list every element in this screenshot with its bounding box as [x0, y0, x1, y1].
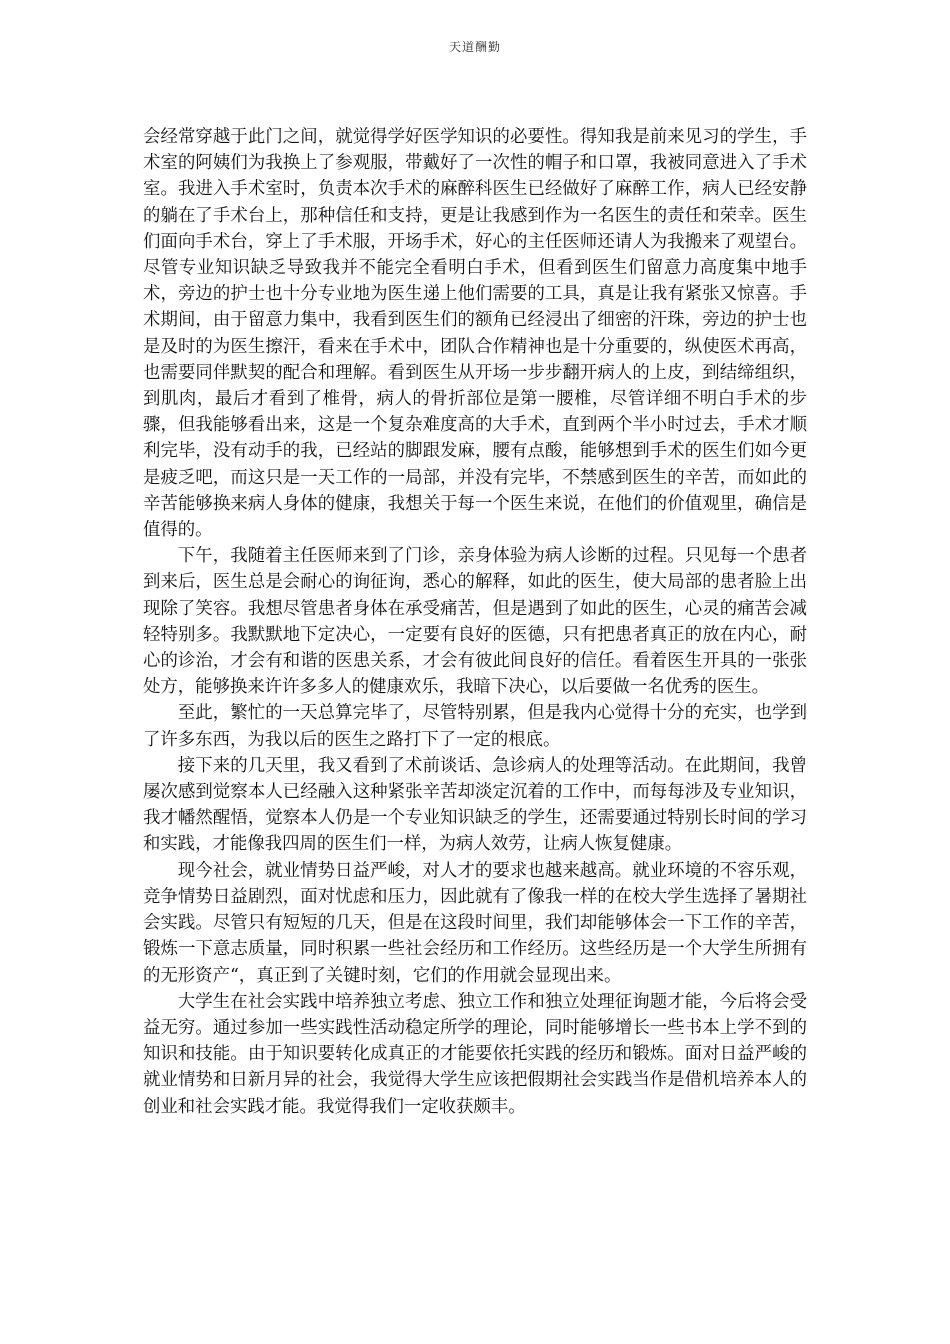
document-body	[143, 124, 807, 1120]
paragraph-conclusion: 大学生在社会实践中培养独立考虑、独立工作和独立处理征询题才能，今后将会受益无穷。通过参加一些实践性活动稳定所学的理论，同时能够增长一些书本上学不到的知识和技能。由于知识要转化成真正的才能要依托实践的经历和锻炼。面对日益严峻的就业情势和日新月异的社会，我觉得大学生应该把假期社会实践当作是借机培养本人的创业和社会实践才能。我觉得我们一定收获颇丰。	[143, 991, 807, 1117]
page-header: 天道酬勤	[448, 40, 501, 54]
paragraph-following-days: 接下来的几天里，我又看到了术前谈话、急诊病人的处理等活动。在此期间，我曾屡次感到觉察本人已经融入这种紧张辛苦却淡定沉着的工作中，而每每涉及专业知识，我才幡然醒悟，觉察本人仍是一个专业知识缺乏的学生，还需要通过特别长时间的学习和实践，才能像我四周的医生们一样，为病人效劳，让病人恢复健康。	[143, 755, 807, 855]
paragraph-surgery: 会经常穿越于此门之间，就觉得学好医学知识的必要性。得知我是前来见习的学生，手术室的阿姨们为我换上了参观服，带戴好了一次性的帽子和口罩，我被同意进入了手术室。我进入手术室时，负责本次手术的麻醉科医生已经做好了麻醉工作，病人已经安静的躺在了手术台上，那种信任和支持，更是让我感到作为一名医生的责任和荣幸。医生们面向手术台，穿上了手术服，开场手术，好心的主任医师还请人为我搬来了观望台。尽管专业知识缺乏导致我并不能完全看明白手术，但看到医生们留意力高度集中地手术，旁边的护士也十分专业地为医生递上他们需要的工具，真是让我有紧张又惊喜。手术期间，由于留意力集中，我看到医生们的额角已经浸出了细密的汗珠，旁边的护士也是及时的为医生擦汗，看来在手术中，团队合作精神也是十分重要的，纵使医术再高，也需要同伴默契的配合和理解。看到医生从开场一步步翻开病人的上皮，到结缔组织，到肌肉，最后才看到了椎骨，病人的骨折部位是第一腰椎，尽管详细不明白手术的步骤，但我能够看出来，这是一个复杂难度高的大手术，直到两个半小时过去，手术才顺利完毕，没有动手的我，已经站的脚跟发麻，腰有点酸，能够想到手术的医生们如今更是疲乏吧，而这只是一天工作的一局部，并没有完毕，不禁感到医生的辛苦，而如此的辛苦能够换来病人身体的健康，我想关于每一个医生来说，在他们的价值观里，确信是值得的。	[143, 127, 807, 541]
paragraph-day-summary: 至此，繁忙的一天总算完毕了，尽管特别累，但是我内心觉得十分的充实，也学到了许多东西，为我以后的医生之路打下了一定的根底。	[143, 703, 807, 750]
paragraph-outpatient: 下午，我随着主任医师来到了门诊，亲身体验为病人诊断的过程。只见每一个患者到来后，医生总是会耐心的询征询，悉心的解释，如此的医生，使大局部的患者脸上出现除了笑容。我想尽管患者身体在承受痛苦，但是遇到了如此的医生，心灵的痛苦会减轻特别多。我默默地下定决心，一定要有良好的医德，只有把患者真正的放在内心，耐心的诊治，才会有和谐的医患关系，才会有彼此间良好的信任。看着医生开具的一张张处方，能够换来许许多多人的健康欢乐，我暗下决心，以后要做一名优秀的医生。	[143, 546, 807, 698]
paragraph-employment: 现今社会，就业情势日益严峻，对人才的要求也越来越高。就业环境的不容乐观，竞争情势日益剧烈，面对忧虑和压力，因此就有了像我一样的在校大学生选择了暑期社会实践。尽管只有短短的几天，但是在这段时间里，我们却能够体会一下工作的辛苦，锻炼一下意志质量，同时积累一些社会经历和工作经历。这些经历是一个大学生所拥有的无形资产“，真正到了关键时刻，它们的作用就会显现出来。	[143, 860, 807, 986]
